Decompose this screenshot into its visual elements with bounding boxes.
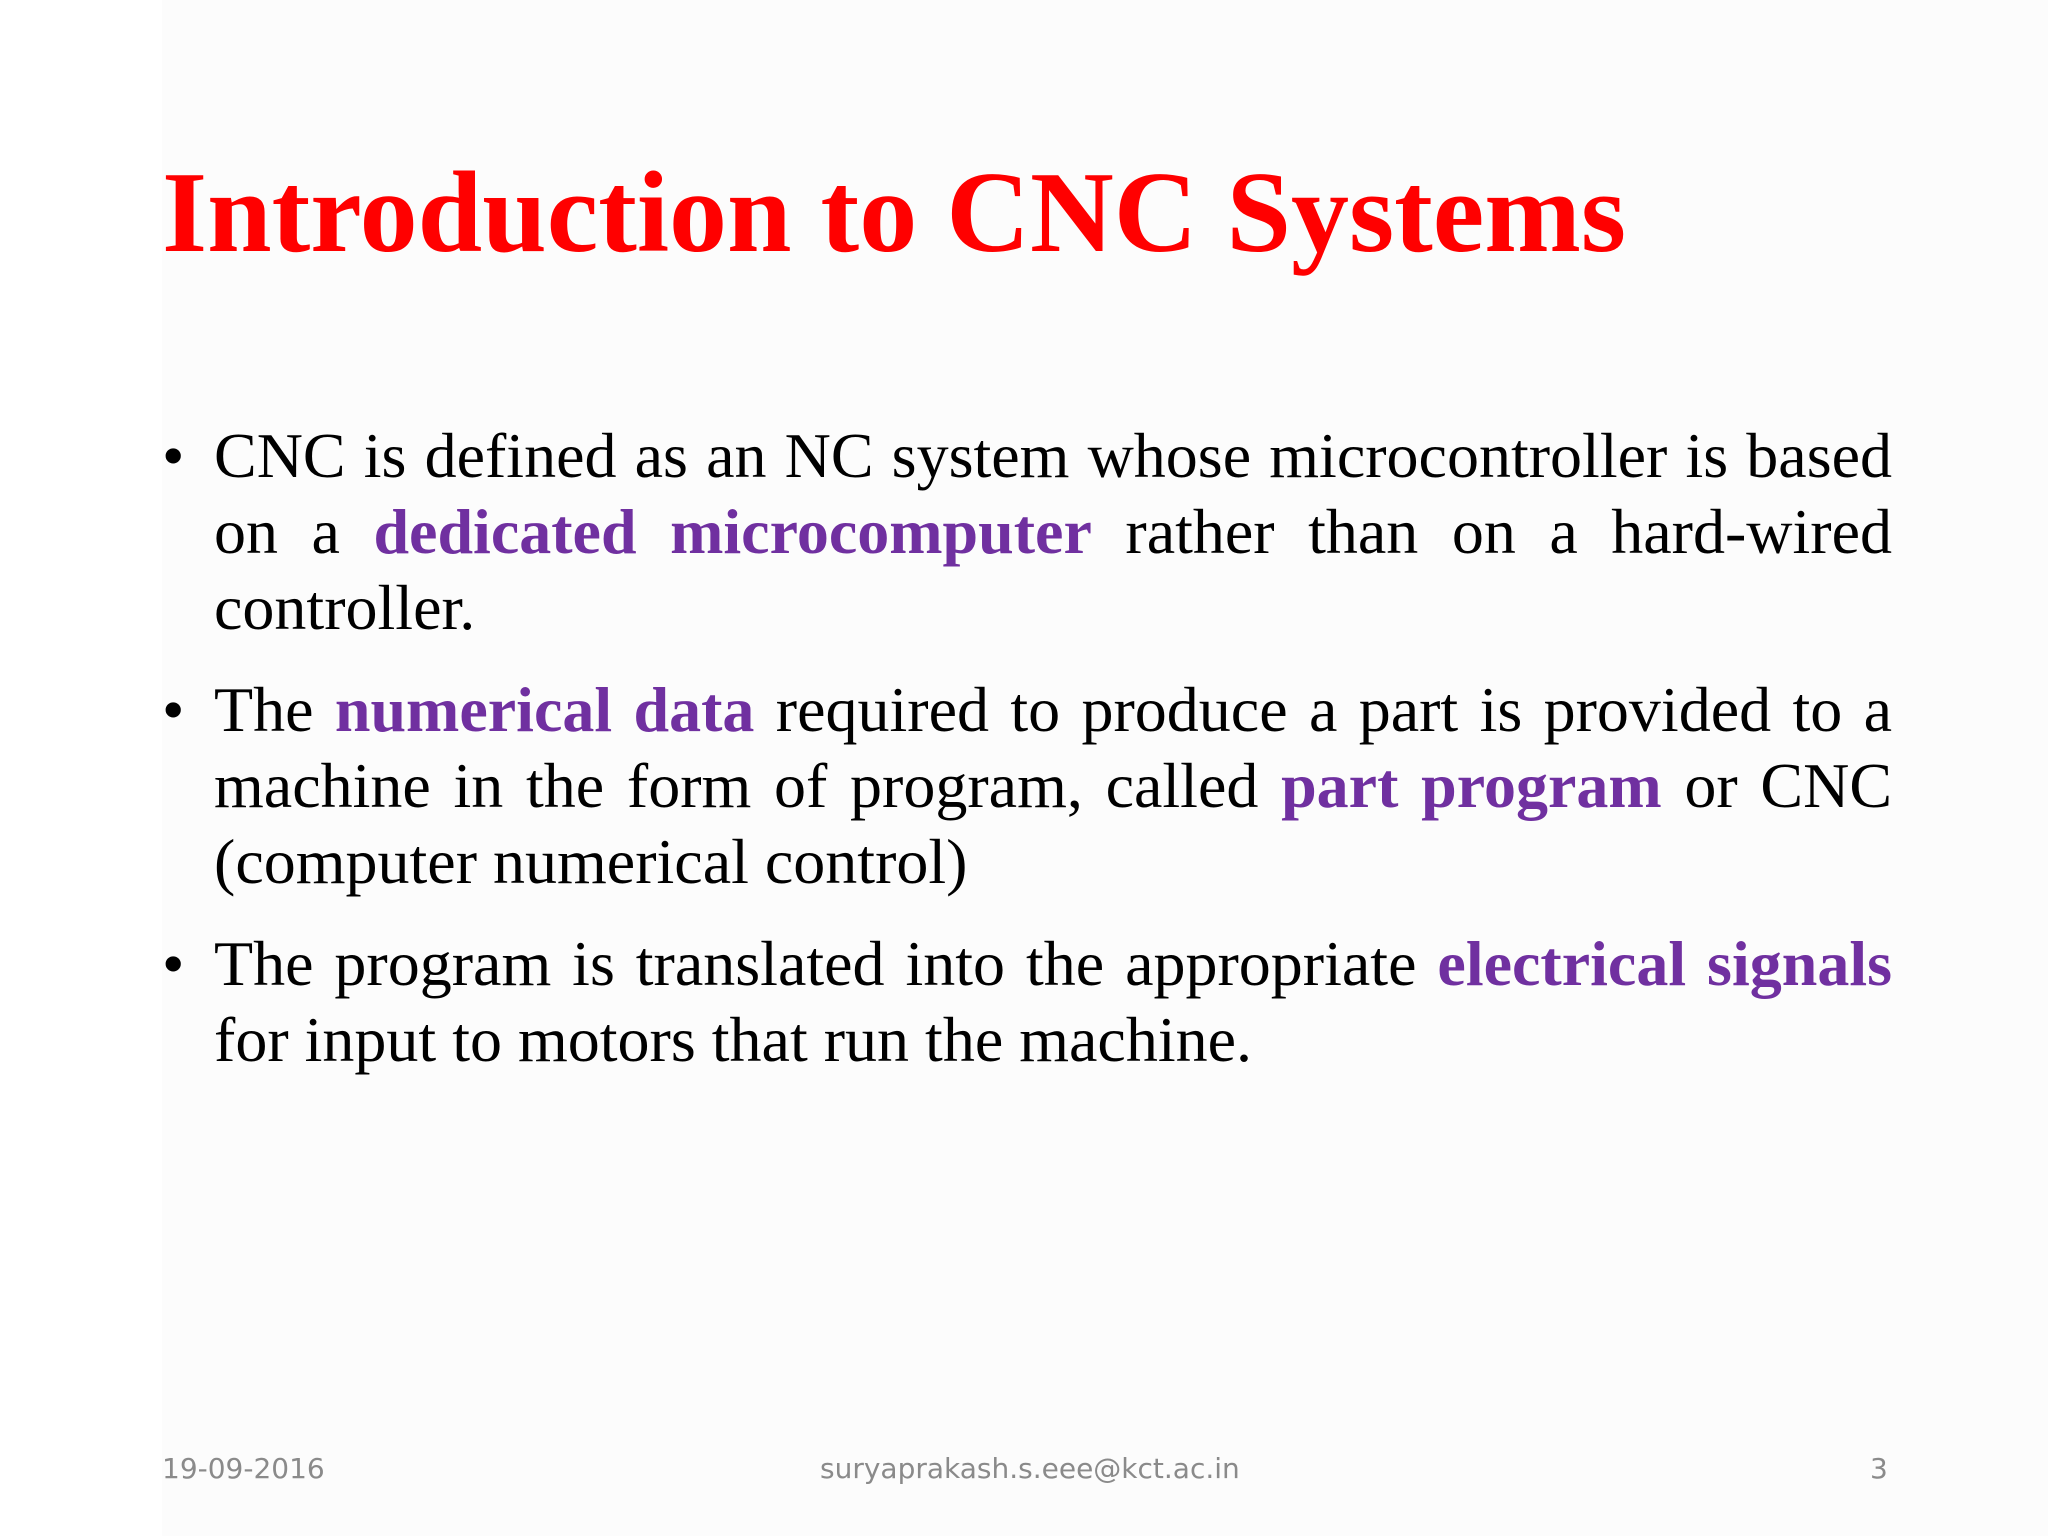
bullet-1-highlight: dedicated microcomputer (373, 496, 1092, 567)
bullet-2-text-c: or CNC (computer numerical control) (214, 750, 1893, 897)
bullet-list (162, 418, 1892, 1104)
footer-email: suryaprakash.s.eee@kct.ac.in (820, 1452, 1240, 1485)
bullet-item-3 (162, 926, 1892, 1078)
bullet-2-text-a: The (214, 674, 335, 745)
bullet-1-text-a: CNC is defined as an NC system whose microcontroller is based on a (214, 420, 1892, 567)
bullet-icon: • (162, 674, 185, 745)
footer-page-number: 3 (1870, 1452, 1888, 1485)
slide-title: Introduction to CNC Systems (162, 149, 1627, 277)
bullet-icon: • (162, 928, 185, 999)
bullet-1-text-b: rather than on a hard-wired controller. (214, 496, 1893, 643)
bullet-item-1 (162, 418, 1892, 646)
bullet-2-highlight-b: part program (1281, 750, 1662, 821)
bullet-3-text-a: The program is translated into the appropriate (214, 928, 1438, 999)
bullet-3-text-b: for input to motors that run the machine. (214, 1004, 1252, 1075)
footer-date: 19-09-2016 (162, 1452, 325, 1485)
bullet-icon: • (162, 420, 185, 491)
bullet-3-highlight: electrical signals (1437, 928, 1893, 999)
bullet-2-text-b: required to produce a part is provided to a machine in the form of program, called (214, 674, 1893, 821)
bullet-item-2 (162, 672, 1892, 900)
bullet-2-highlight-a: numerical data (334, 674, 755, 745)
